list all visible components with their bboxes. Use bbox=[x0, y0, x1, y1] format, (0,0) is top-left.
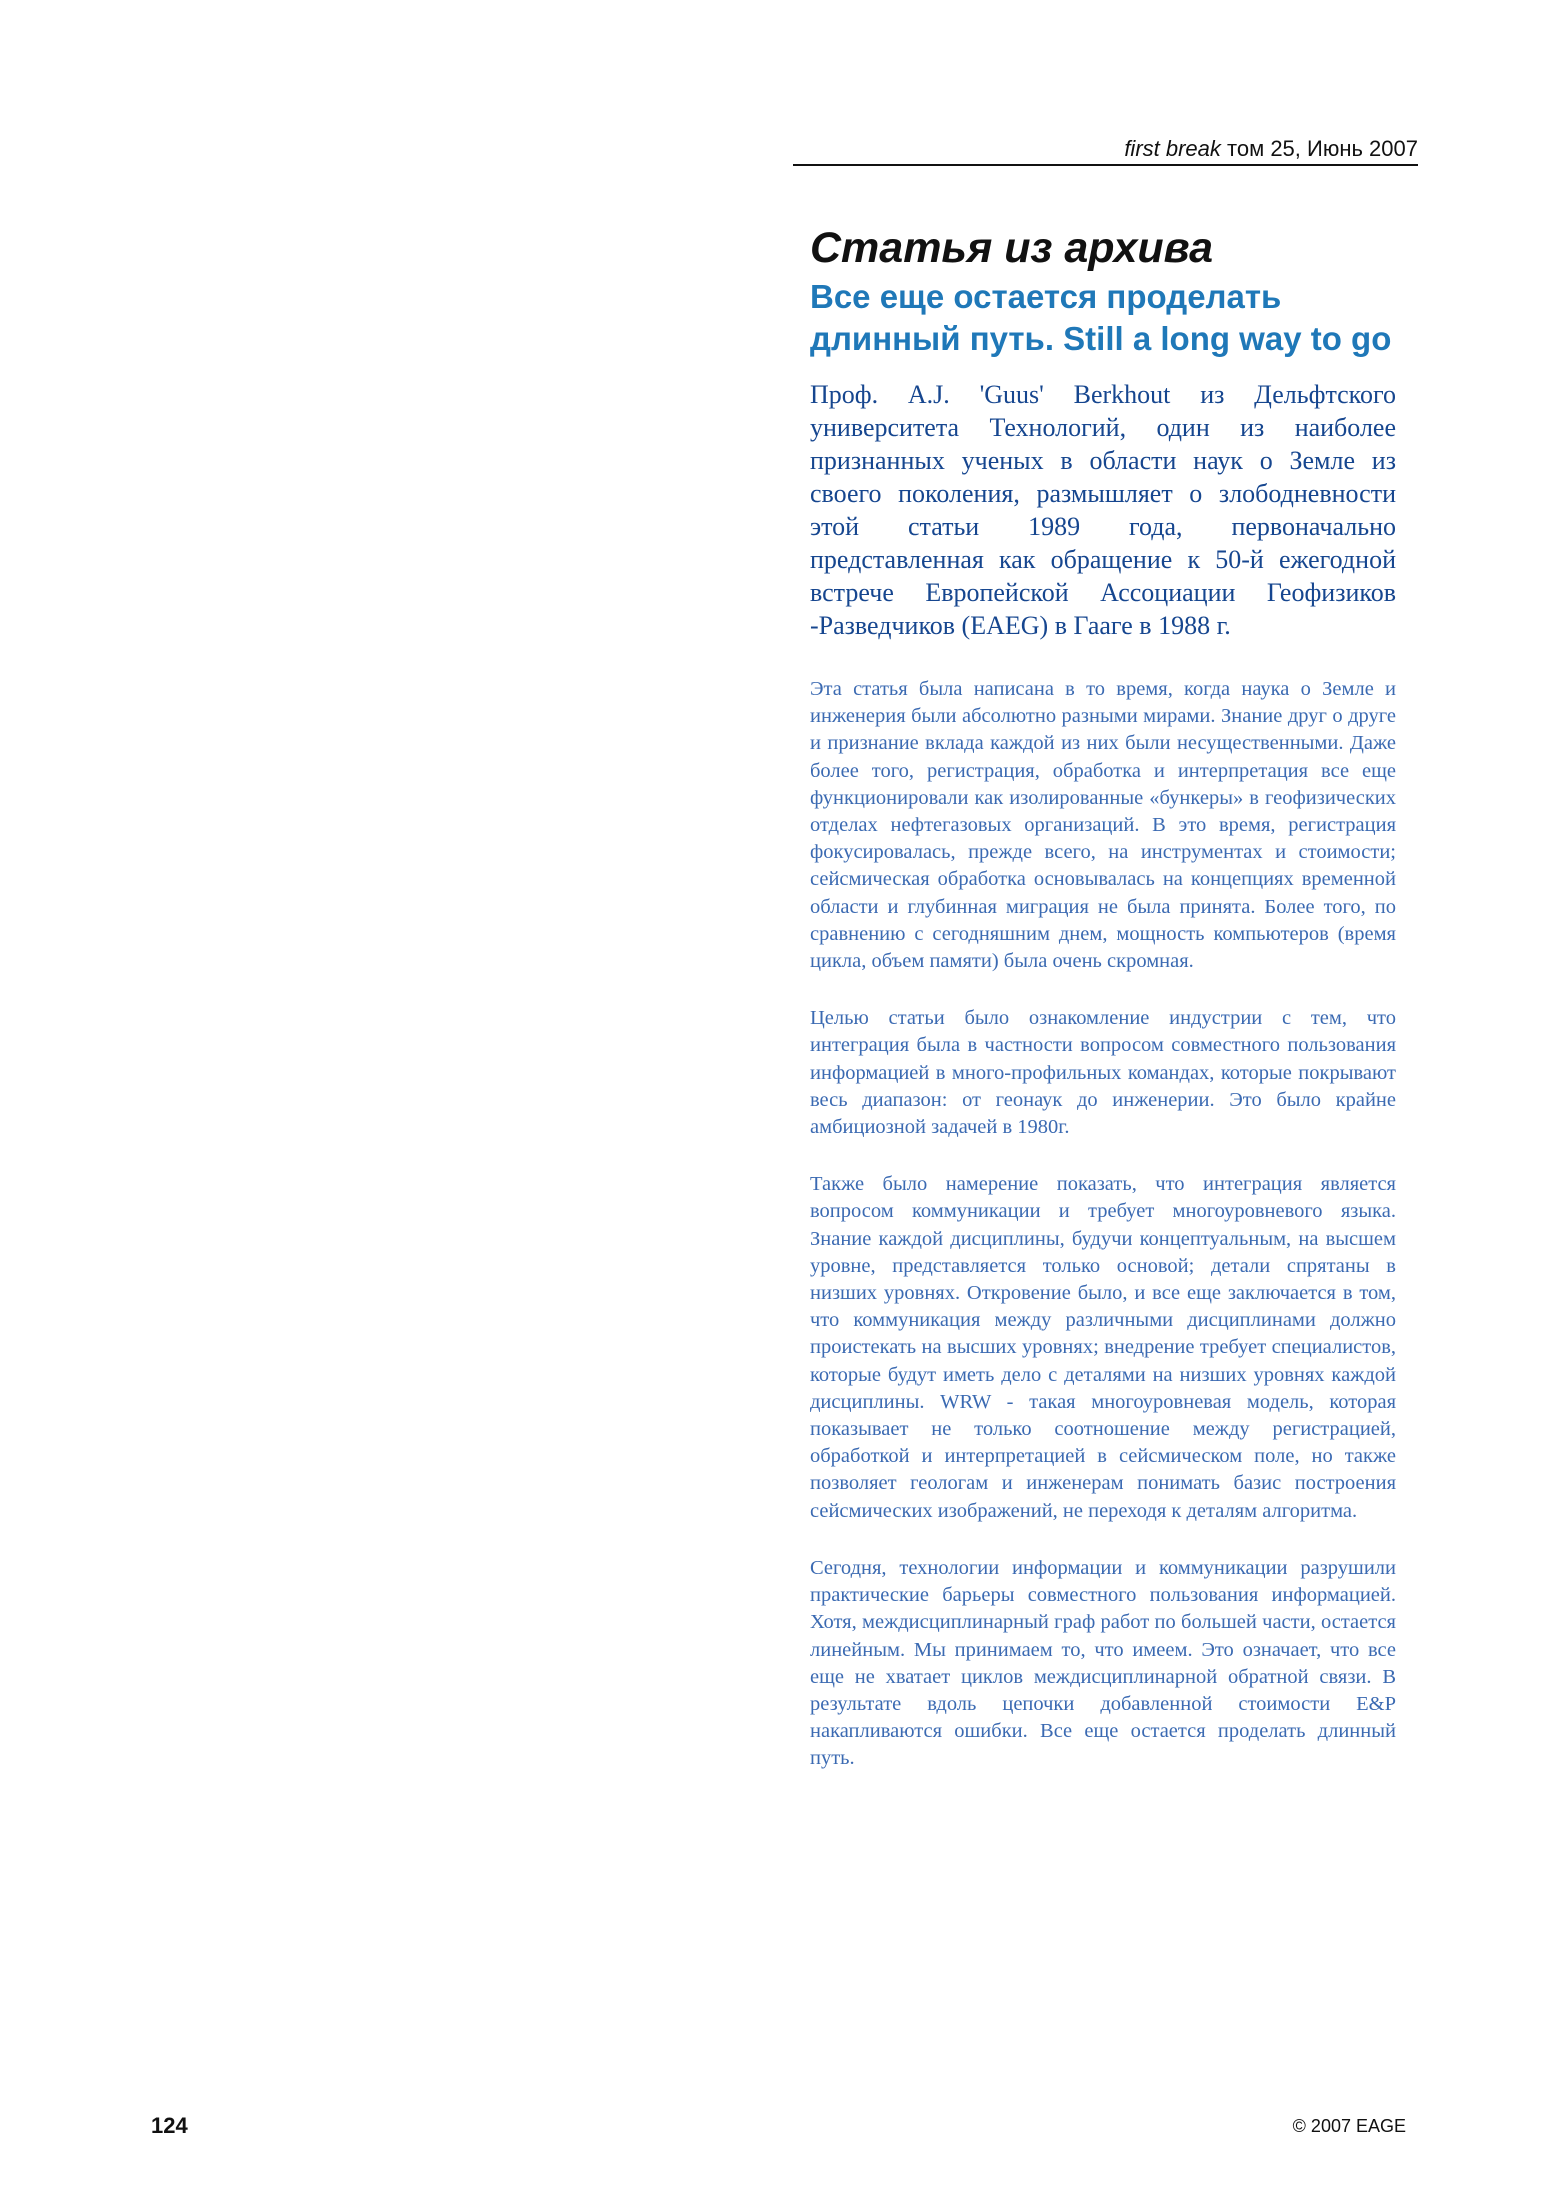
running-header bbox=[793, 136, 1418, 162]
section-title: Статья из архива bbox=[810, 224, 1213, 272]
body-paragraph: Также было намерение показать, что интеграция является вопросом коммуникации и требует многоуровневого языка. Знание каждой дисциплины, будучи концептуальным, на высшем уровне, представляется только основой; детали спрятаны в низших уровнях. Откровение было, и все еще заключается в том, что коммуникация между различными дисциплинами должно проистекать на высших уровнях; внедрение требует специалистов, которые будут иметь дело с деталями на низших уровнях каждой дисциплины. WRW - такая многоуровневая модель, которая показывает не только соотношение между регистрацией, обработкой и интерпретацией в сейсмическом поле, но также позволяет геологам и инженерам понимать базис построения сейсмических изображений, не переходя к деталям алгоритма. bbox=[810, 1173, 1396, 1522]
journal-name: first break bbox=[1124, 136, 1221, 161]
article-title: Все еще остается проделать длинный путь. Still a long way to go bbox=[810, 278, 1392, 357]
body-paragraph: Целью статьи было ознакомление индустрии с тем, что интеграция была в частности вопросом совместного пользования информацией в много-профильных командах, которые покрывают весь диапазон: от геонаук до инженерии. Это было крайне амбициозной задачей в 1980г. bbox=[810, 1007, 1396, 1139]
article-column bbox=[810, 222, 1396, 1773]
page-number: 124 bbox=[151, 2113, 188, 2138]
issue-info: том 25, Июнь 2007 bbox=[1220, 136, 1418, 161]
article-lead: Проф. A.J. 'Guus' Berkhout из Дельфтского университета Технологий, один из наиболее признанных ученых в области наук о Земле из своего поколения, размышляет о злободневности этой статьи 1989 года, первоначально представленная как обращение к 50-й ежегодной встрече Европейской Ассоциации Геофизиков -Разведчиков (EAEG) в Гааге в 1988 г. bbox=[810, 380, 1396, 640]
body-paragraph: Сегодня, технологии информации и коммуникации разрушили практические барьеры совместного пользования информацией. Хотя, междисциплинарный граф работ по большей части, остается линейным. Мы принимаем то, что имеем. Это означает, что все еще не хватает циклов междисциплинарной обратной связи. В результате вдоль цепочки добавленной стоимости E&P накапливаются ошибки. Все еще остается проделать длинный путь. bbox=[810, 1556, 1396, 1770]
header-divider bbox=[793, 164, 1418, 166]
body-paragraph: Эта статья была написана в то время, когда наука о Земле и инженерия были абсолютно разными мирами. Знание друг о друге и признание вклада каждой из них были несущественными. Даже более того, регистрация, обработка и интерпретация все еще функционировали как изолированные «бункеры» в геофизических отделах нефтегазовых организаций. В это время, регистрация фокусировалась, прежде всего, на инструментах и стоимости; сейсмическая обработка основывалась на концепциях временной области и глубинная миграция не была принята. Более того, по сравнению с сегодняшним днем, мощность компьютеров (время цикла, объем памяти) была очень скромная. bbox=[810, 678, 1396, 973]
copyright-notice: © 2007 EAGE bbox=[1292, 2116, 1406, 2136]
